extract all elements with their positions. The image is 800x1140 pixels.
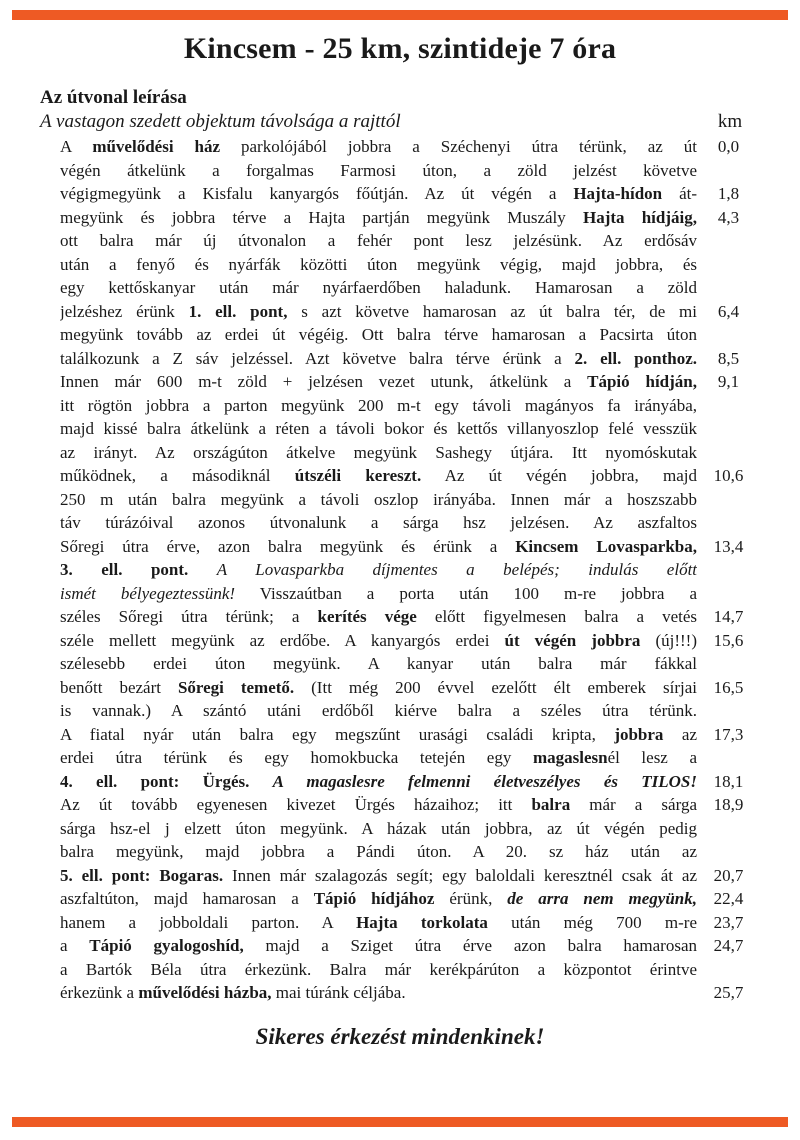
description-line <box>60 582 760 606</box>
distance-km <box>697 394 760 418</box>
text-segment: táv túrázóival azonos útvonalunk a sárga hsz jelzésen. Az aszfaltos <box>60 513 697 532</box>
line-text <box>60 652 697 676</box>
text-segment: működnek, a másodiknál <box>60 466 295 485</box>
text-segment: találkozunk a Z sáv jelzéssel. Azt követve balra térve érünk a <box>60 348 575 368</box>
distance-km: 20,7 <box>713 865 744 885</box>
description-line <box>60 394 760 418</box>
description-line <box>60 323 760 347</box>
text-segment: aszfaltúton, majd hamarosan a <box>60 889 314 908</box>
text-segment: parkolójából jobbra a Széchenyi útra térünk, az út <box>220 137 697 156</box>
distance-km <box>697 840 760 864</box>
line-text <box>60 911 697 935</box>
text-segment: már a sárga <box>570 795 697 814</box>
line-text <box>60 229 697 253</box>
line-text <box>60 770 697 794</box>
description-line <box>60 229 760 253</box>
description-line <box>60 370 760 394</box>
distance-km: 25,7 <box>713 983 744 1002</box>
description-line <box>60 652 760 676</box>
line-text <box>60 488 697 512</box>
distance-km: 1,8 <box>717 184 740 203</box>
top-accent-bar <box>12 10 788 20</box>
emphasized-text: de arra nem megyünk, <box>507 889 697 908</box>
text-segment: Sőregi útra érve, azon balra megyünk és érünk a <box>60 536 516 556</box>
description-line <box>60 300 760 324</box>
text-segment: egy kettőskanyar után már nyárfaerdőben haladunk. Hamarosan a zöld <box>60 278 697 297</box>
distance-km: 24,7 <box>713 936 744 955</box>
description-line <box>60 676 760 700</box>
text-segment: után még 700 m-re <box>487 912 697 932</box>
text-segment: megyünk tovább az erdei út végéig. Ott balra térve hamarosan a Pacsirta úton <box>60 325 697 344</box>
text-segment: széle mellett megyünk az erdőbe. A kanyargós erdei <box>60 630 505 650</box>
description-line <box>60 629 760 653</box>
line-text <box>60 864 697 888</box>
distance-km: 10,6 <box>713 466 744 485</box>
line-text <box>60 417 697 441</box>
emphasized-text: Tápió hídján, <box>587 372 697 391</box>
emphasized-text: Tápió hídjához <box>313 889 435 908</box>
km-column-header: km <box>717 111 743 132</box>
description-line <box>60 347 760 371</box>
text-segment: Az út végén jobbra, majd <box>421 466 697 485</box>
bottom-accent-bar <box>12 1117 788 1127</box>
distance-km <box>697 159 760 183</box>
text-segment: erdei útra térünk és egy homokbucka tetején egy <box>60 748 533 767</box>
section-title: Az útvonal leírása <box>40 87 187 108</box>
distance-km <box>697 441 760 465</box>
text-segment: 250 m után balra megyünk a távoli oszlop irányába. Innen már a hoszszabb <box>60 489 697 509</box>
line-text <box>60 347 697 371</box>
text-segment: érkezünk a <box>60 983 139 1002</box>
line-text <box>60 464 697 488</box>
description-line <box>60 746 760 770</box>
line-text <box>60 441 697 465</box>
line-text <box>60 276 697 300</box>
description-line <box>60 417 760 441</box>
distance-km <box>697 582 760 606</box>
text-segment: A fiatal nyár után balra egy megszűnt urasági családi kripta, <box>60 724 615 744</box>
text-segment: benőtt bezárt <box>60 677 178 697</box>
text-segment: az irányt. Az országúton átkelve megyünk Sashegy útjára. Itt nyomóskutak <box>60 442 697 462</box>
emphasized-text: A magaslesre felmenni életveszélyes és TILOS! <box>272 771 697 791</box>
text-segment: szélesebb erdei úton megyünk. A kanyar után balra már fákkal <box>60 654 697 673</box>
distance-km: 9,1 <box>717 372 740 391</box>
description-line <box>60 770 760 794</box>
text-segment: (Itt még 200 évvel ezelőtt élt emberek sírjai <box>294 677 697 697</box>
distance-km: 0,0 <box>717 137 740 156</box>
route-description <box>60 135 760 1005</box>
text-segment: balra megyünk, majd jobbra a Pándi úton. A 20. sz ház után az <box>60 842 697 861</box>
text-segment <box>249 772 272 791</box>
line-text <box>60 746 697 770</box>
line-text <box>60 159 697 183</box>
description-line <box>60 887 760 911</box>
distance-km: 22,4 <box>713 889 744 908</box>
line-text <box>60 370 697 394</box>
text-segment: Innen már szalagozás segít; egy baloldali keresztnél csak át az <box>223 865 697 885</box>
text-segment: itt rögtön jobbra a parton megyünk 200 m-t egy távoli magányos fa irányába, <box>60 395 697 415</box>
line-text <box>60 535 697 559</box>
line-text <box>60 582 697 606</box>
emphasized-text: művelődési ház <box>92 137 221 156</box>
emphasized-text: 5. ell. pont: Bogaras. <box>60 865 224 885</box>
distance-km <box>697 958 760 982</box>
emphasized-text: Hajta hídjáig, <box>582 207 697 227</box>
distance-km: 16,5 <box>713 677 744 697</box>
emphasized-text: 2. ell. ponthoz. <box>574 348 697 368</box>
line-text <box>60 676 697 700</box>
line-text <box>60 300 697 324</box>
text-segment: át- <box>662 184 697 203</box>
description-line <box>60 934 760 958</box>
text-segment: széles Sőregi útra térünk; a <box>60 607 318 626</box>
distance-km <box>697 699 760 723</box>
text-segment: Innen már 600 m-t zöld + jelzésen vezet utunk, átkelünk a <box>60 372 588 391</box>
subtitle: A vastagon szedett objektum távolsága a rajttól <box>40 111 401 132</box>
distance-km <box>697 229 760 253</box>
emphasized-text: út végén jobbra <box>504 630 641 650</box>
text-segment: ott balra már új útvonalon a fehér pont lesz jelzésünk. Az erdősáv <box>60 231 697 250</box>
distance-km: 23,7 <box>713 912 744 932</box>
distance-km <box>697 558 760 582</box>
emphasized-text: Sőregi temető. <box>177 677 295 697</box>
distance-km: 13,4 <box>713 536 744 556</box>
line-text <box>60 699 697 723</box>
distance-km <box>697 417 760 441</box>
emphasized-text: művelődési házba, <box>138 983 272 1002</box>
distance-km: 18,1 <box>713 771 744 791</box>
line-text <box>60 206 697 230</box>
line-text <box>60 840 697 864</box>
emphasized-text: Kincsem Lovasparkba, <box>515 536 697 556</box>
description-line <box>60 840 760 864</box>
emphasized-text: 4. ell. pont: Ürgés. <box>60 771 250 791</box>
text-segment: sárga hsz-el j elzett úton megyünk. A házak után jobbra, az út végén pedig <box>60 818 697 838</box>
emphasized-text: kerítés vége <box>317 607 417 626</box>
description-line <box>60 605 760 629</box>
description-line <box>60 441 760 465</box>
text-segment: Visszaútban a porta után 100 m-re jobbra a <box>235 583 697 603</box>
page-title: Kincsem - 25 km, szintideje 7 óra <box>183 32 617 65</box>
distance-km <box>697 253 760 277</box>
description-line <box>60 817 760 841</box>
text-segment: is vannak.) A szántó utáni erdőből kiérve balra a széles útra térünk. <box>60 701 697 720</box>
description-line <box>60 911 760 935</box>
description-line <box>60 699 760 723</box>
line-text <box>60 394 697 418</box>
line-text <box>60 511 697 535</box>
line-text <box>60 558 697 582</box>
description-line <box>60 182 760 206</box>
emphasized-text: jobbra <box>614 724 664 744</box>
distance-km <box>697 323 760 347</box>
line-text <box>60 887 697 911</box>
text-segment <box>188 560 216 579</box>
text-segment: s azt követve hamarosan az út balra tér, de mi <box>287 301 697 321</box>
distance-km <box>697 652 760 676</box>
line-text <box>60 135 697 159</box>
text-segment: A <box>60 137 93 156</box>
description-line <box>60 723 760 747</box>
distance-km: 4,3 <box>717 207 740 227</box>
text-segment: majd kissé balra átkelünk a réten a távoli bokor és kettős villanyoszlop felé vesszük <box>60 419 697 438</box>
text-segment: előtt figyelmesen balra a vetés <box>416 607 697 626</box>
text-segment: érünk, <box>434 889 508 908</box>
text-segment: (új!!!) <box>640 630 697 650</box>
description-line <box>60 958 760 982</box>
line-text <box>60 723 697 747</box>
line-text <box>60 934 697 958</box>
text-segment: hanem a jobboldali parton. A <box>60 912 357 932</box>
distance-km: 18,9 <box>713 795 744 814</box>
text-segment: végigmegyünk a Kisfalu kanyargós főútján. Az út végén a <box>60 184 574 203</box>
text-segment: az <box>663 724 697 744</box>
text-segment: megyünk és jobbra térve a Hajta partján megyünk Muszály <box>60 207 583 227</box>
distance-km: 8,5 <box>717 348 740 368</box>
text-segment: jelzéshez érünk <box>60 301 189 321</box>
emphasized-text: A Lovasparkba díjmentes a belépés; indulás előtt <box>216 560 697 579</box>
emphasized-text: Hajta torkolata <box>356 912 488 932</box>
emphasized-text: 3. ell. pont. <box>60 560 189 579</box>
text-segment: a Bartók Béla útra érkezünk. Balra már kerékpárúton a központot érintve <box>60 959 697 979</box>
description-line <box>60 535 760 559</box>
text-segment: mai túránk céljába. <box>271 983 406 1002</box>
text-segment: él lesz a <box>607 748 697 767</box>
description-line <box>60 464 760 488</box>
text-segment: végén átkelünk a forgalmas Farmosi úton, a zöld jelzést követve <box>60 160 697 180</box>
line-text <box>60 981 697 1005</box>
text-segment: Az út tovább egyenesen kivezet Ürgés házaihoz; itt <box>60 795 532 814</box>
distance-km: 14,7 <box>713 607 744 626</box>
line-text <box>60 605 697 629</box>
emphasized-text: 1. ell. pont, <box>188 301 288 321</box>
line-text <box>60 253 697 277</box>
description-line <box>60 864 760 888</box>
description-line <box>60 276 760 300</box>
distance-km <box>697 488 760 512</box>
line-text <box>60 958 697 982</box>
distance-km <box>697 276 760 300</box>
description-line <box>60 981 760 1005</box>
subtitle-row <box>40 111 760 135</box>
emphasized-text: magaslesn <box>532 748 608 767</box>
emphasized-text: balra <box>531 795 571 814</box>
description-line <box>60 558 760 582</box>
distance-km <box>697 817 760 841</box>
closing-message: Sikeres érkezést mindenkinek! <box>255 1024 545 1049</box>
distance-km: 15,6 <box>713 630 744 650</box>
emphasized-text: útszéli kereszt. <box>294 466 422 485</box>
distance-km: 17,3 <box>713 724 744 744</box>
description-line <box>60 253 760 277</box>
text-segment: után a fenyő és nyárfák közötti úton megyünk végig, majd jobbra, és <box>60 254 697 274</box>
line-text <box>60 817 697 841</box>
text-segment: a <box>60 936 90 955</box>
description-line <box>60 488 760 512</box>
description-line <box>60 793 760 817</box>
description-line <box>60 206 760 230</box>
text-segment: majd a Sziget útra érve azon balra hamarosan <box>243 936 697 955</box>
description-line <box>60 135 760 159</box>
line-text <box>60 629 697 653</box>
distance-km <box>697 511 760 535</box>
description-line <box>60 159 760 183</box>
description-line <box>60 511 760 535</box>
emphasized-text: Tápió gyalogoshíd, <box>89 936 244 955</box>
line-text <box>60 323 697 347</box>
emphasized-text: ismét bélyegeztessünk! <box>60 583 236 603</box>
line-text <box>60 793 697 817</box>
distance-km <box>697 746 760 770</box>
emphasized-text: Hajta-hídon <box>573 184 663 203</box>
distance-km: 6,4 <box>717 301 740 321</box>
line-text <box>60 182 697 206</box>
